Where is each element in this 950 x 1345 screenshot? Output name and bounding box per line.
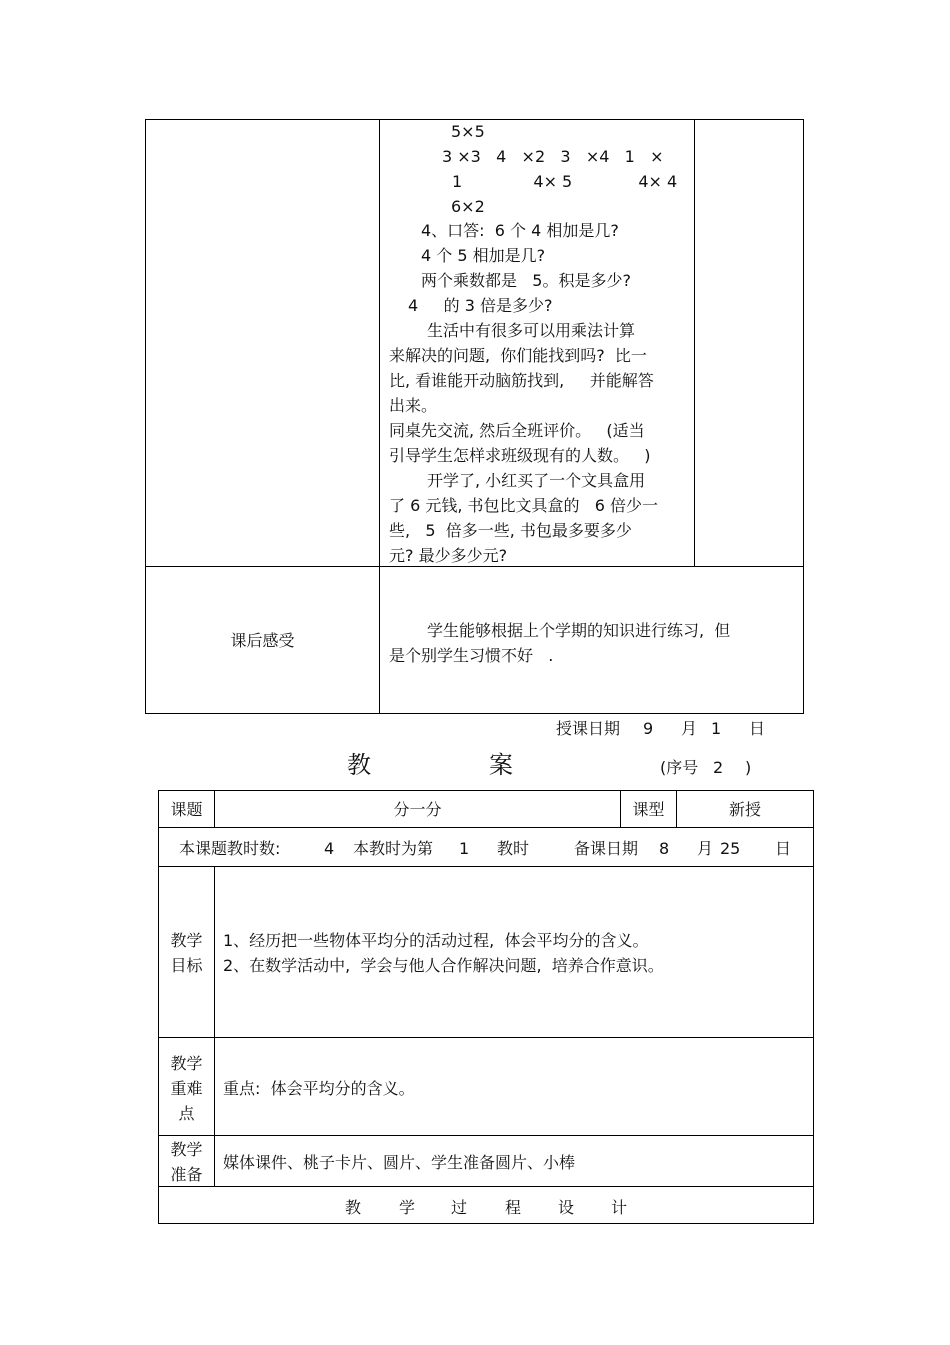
content-line: 来解决的问题, 你们能找到吗? 比一 — [389, 346, 647, 365]
serial-open: (序号 — [660, 758, 699, 777]
reflection-label: 课后感受 — [230, 631, 295, 650]
process-char: 教 — [345, 1198, 362, 1217]
content-line: 4 个 5 相加是几? — [421, 246, 546, 265]
prep-date-month-unit: 月 — [697, 839, 714, 858]
content-line: 些, 5 倍多一些, 书包最多要多少 — [389, 521, 632, 540]
prep-label: 教学 — [170, 1140, 203, 1159]
content-line: 了 6 元钱, 书包比文具盒的 6 倍少一 — [389, 496, 659, 515]
content-line: 开学了, 小红买了一个文具盒用 — [427, 471, 646, 490]
content-line: 引导学生怎样求班级现有的人数。 ) — [389, 446, 651, 465]
process-char: 程 — [505, 1198, 522, 1217]
content-line: 6×2 — [451, 197, 485, 216]
prep-date-day: 25 — [720, 839, 741, 858]
current-period: 1 — [459, 839, 470, 858]
process-char: 设 — [558, 1198, 575, 1217]
prep-date-day-unit: 日 — [775, 839, 792, 858]
current-period-label: 本教时为第 — [353, 839, 434, 858]
type-value: 新授 — [728, 800, 761, 819]
content-line: 3 ×3 4 ×2 3 ×4 1 × — [442, 147, 664, 166]
prep-label: 准备 — [170, 1165, 203, 1184]
content-line: 5×5 — [451, 122, 485, 141]
reflection-line: 学生能够根据上个学期的知识进行练习, 但 — [427, 621, 731, 640]
serial-close: ) — [745, 758, 752, 777]
key-point: 重点: 体会平均分的含义。 — [223, 1079, 415, 1098]
teach-date-day-unit: 日 — [749, 719, 766, 738]
process-char: 学 — [399, 1198, 416, 1217]
content-line: 4 的 3 倍是多少? — [408, 296, 553, 315]
content-line: 出来。 — [389, 396, 438, 415]
goal-item: 2、在数学活动中, 学会与他人合作解决问题, 培养合作意识。 — [223, 956, 664, 975]
materials: 媒体课件、桃子卡片、圆片、学生准备圆片、小棒 — [223, 1153, 576, 1172]
prep-date-month: 8 — [659, 839, 670, 858]
process-char: 计 — [611, 1198, 628, 1217]
title-char: 教 — [347, 751, 371, 779]
topic-value: 分一分 — [393, 800, 442, 819]
teach-date-day: 1 — [711, 719, 722, 738]
total-periods-label: 本课题教时数: — [179, 839, 281, 858]
key-label: 点 — [178, 1104, 195, 1123]
prep-date-label: 备课日期 — [574, 839, 639, 858]
content-line: 4、口答: 6 个 4 相加是几? — [421, 221, 619, 240]
content-line: 生活中有很多可以用乘法计算 — [427, 321, 636, 340]
title-char: 案 — [489, 751, 513, 779]
teach-date-month: 9 — [643, 719, 654, 738]
key-label: 教学 — [170, 1054, 203, 1073]
topic-label: 课题 — [170, 800, 203, 819]
content-line: 比, 看谁能开动脑筋找到, 并能解答 — [389, 371, 654, 390]
content-line: 两个乘数都是 5。积是多少? — [421, 271, 631, 290]
content-line: 1 4× 5 4× 4 — [452, 172, 678, 191]
total-periods: 4 — [324, 839, 335, 858]
goals-label: 教学 — [170, 931, 203, 950]
content-line: 元? 最少多少元? — [389, 546, 508, 565]
process-char: 过 — [451, 1198, 468, 1217]
teach-date-month-unit: 月 — [681, 719, 698, 738]
current-period-unit: 教时 — [497, 839, 530, 858]
content-line: 同桌先交流, 然后全班评价。 (适当 — [389, 421, 645, 440]
type-label: 课型 — [632, 800, 665, 819]
goals-label: 目标 — [170, 956, 203, 975]
key-label: 重难 — [170, 1079, 203, 1098]
reflection-line: 是个别学生习惯不好 . — [389, 646, 554, 665]
serial-number: 2 — [713, 758, 724, 777]
goal-item: 1、经历把一些物体平均分的活动过程, 体会平均分的含义。 — [223, 931, 649, 950]
teach-date-label: 授课日期 — [556, 719, 621, 738]
